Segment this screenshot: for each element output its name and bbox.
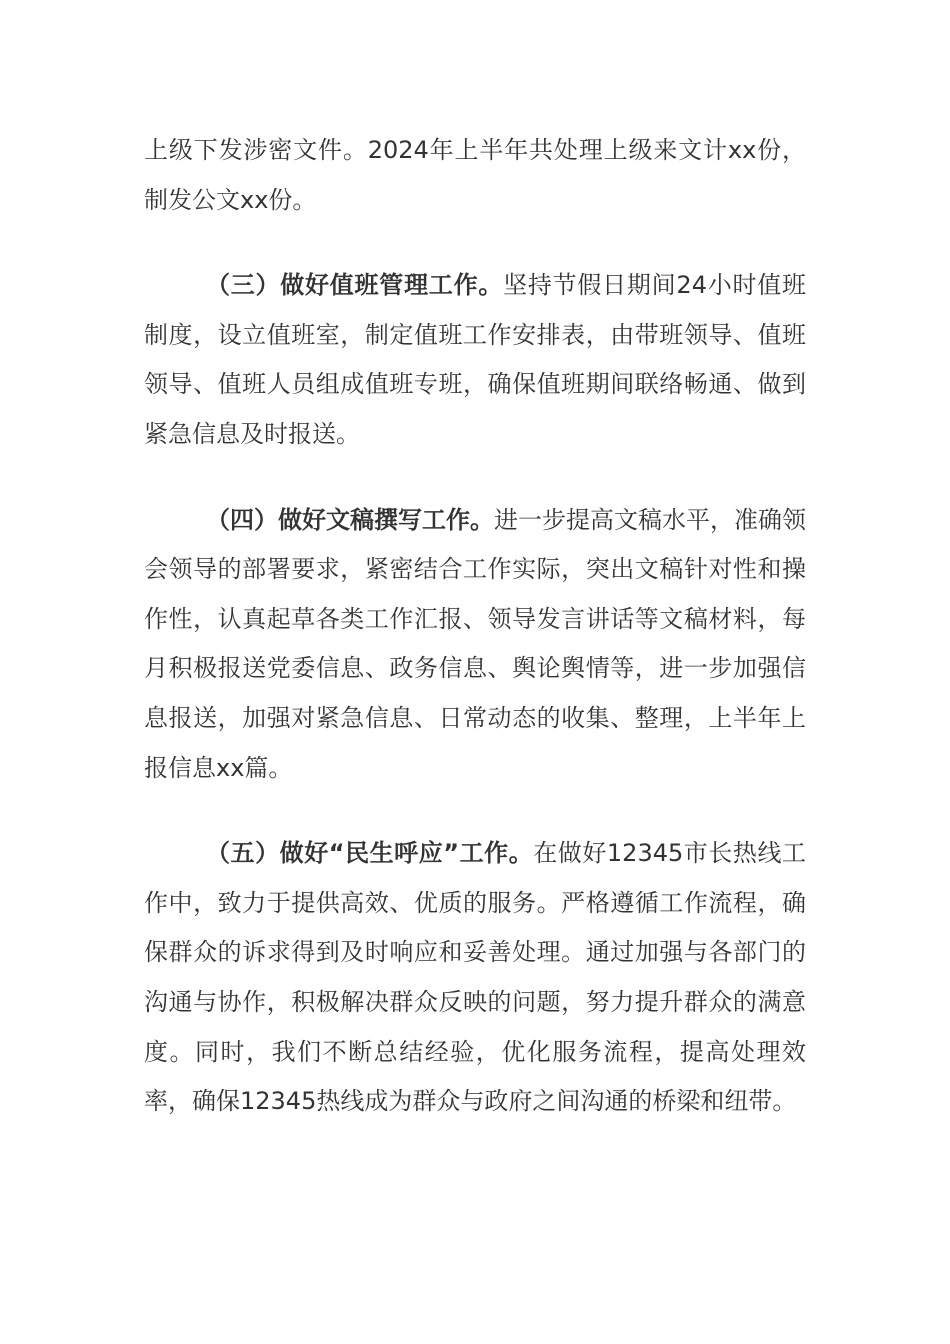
paragraph-duty-management bbox=[144, 261, 806, 459]
section-heading-5: （五）做好“民生呼应”工作。 bbox=[206, 839, 534, 868]
paragraph-text: 坚持节假日期间24小时值班制度，设立值班室，制定值班工作安排表，由带班领导、值班领导、值班人员组成值班专班，确保值班期间联络畅通、做到紧急信息及时报送。 bbox=[144, 271, 806, 448]
paragraph-text: 进一步提高文稿水平，准确领会领导的部署要求，紧密结合工作实际，突出文稿针对性和操作性，认真起草各类工作汇报、领导发言讲话等文稿材料，每月积极报送党委信息、政务信息、舆论舆情等，进一步加强信息报送，加强对紧急信息、日常动态的收集、整理，上半年上报信息xx篇。 bbox=[144, 505, 806, 782]
paragraph-text: 上级下发涉密文件。2024年上半年共处理上级来文计xx份，制发公文xx份。 bbox=[144, 136, 806, 214]
paragraph-text: 在做好12345市长热线工作中，致力于提供高效、优质的服务。严格遵循工作流程，确保群众的诉求得到及时响应和妥善处理。通过加强与各部门的沟通与协作，积极解决群众反映的问题，努力提升群众的满意度。同时，我们不断总结经验，优化服务流程，提高处理效率，确保12345热线成为群众与政府之间沟通的桥梁和纽带。 bbox=[144, 839, 806, 1116]
paragraph-document-writing bbox=[144, 496, 806, 794]
document-body bbox=[144, 126, 806, 1127]
section-heading-3: （三）做好值班管理工作。 bbox=[206, 271, 504, 300]
paragraph-livelihood-response bbox=[144, 829, 806, 1127]
section-heading-4: （四）做好文稿撰写工作。 bbox=[206, 505, 494, 534]
paragraph-continuation bbox=[144, 126, 806, 225]
